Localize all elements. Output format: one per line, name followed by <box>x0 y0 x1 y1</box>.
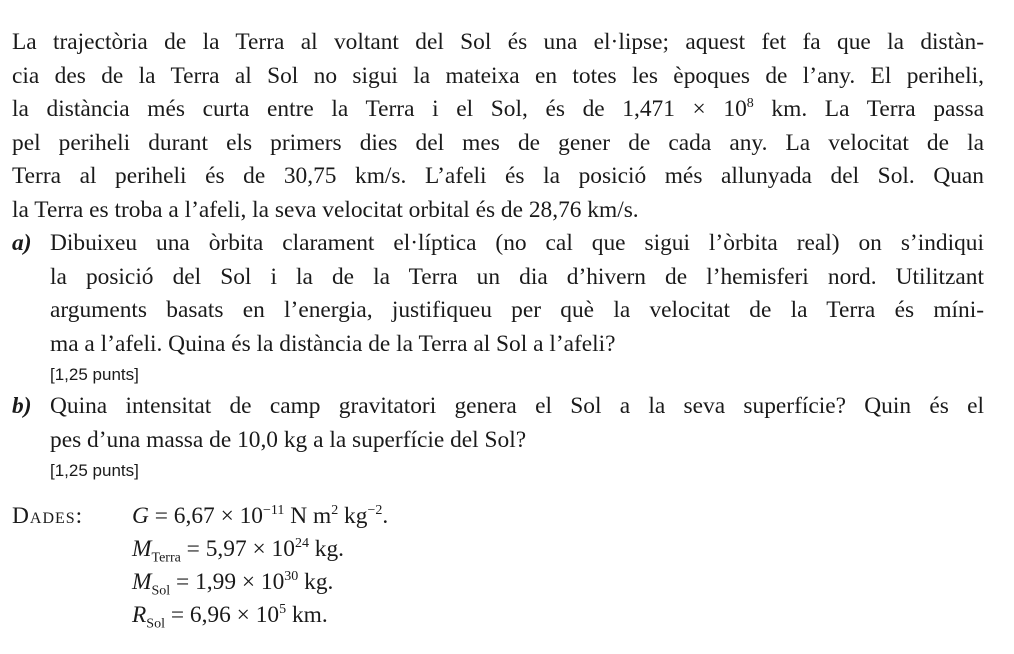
statement-text: km. La Terra passa <box>753 96 984 122</box>
subscript: Sol <box>146 616 165 632</box>
question-body <box>50 390 984 483</box>
statement-line <box>12 93 984 127</box>
question-letter: b) <box>12 393 32 419</box>
data-label: Dades: <box>12 503 84 529</box>
mass-earth <box>132 533 388 566</box>
question-line: arguments basats en l’energia, justifiqueu per què la velocitat de la Terra és míni- <box>50 297 984 323</box>
value: = 6,96 × 10 <box>164 602 280 628</box>
exponent: 2 <box>331 503 339 519</box>
question-line: Dibuixeu una òrbita clarament el·líptica (no cal que sigui l’òrbita real) on s’indiqui <box>50 230 984 256</box>
statement-line: pel periheli durant els primers dies del mes de gener de cada any. La velocitat de la <box>12 129 984 156</box>
unit: kg. <box>298 569 334 595</box>
constant-G <box>132 500 388 533</box>
exponent: 5 <box>279 602 287 618</box>
unit: N m <box>284 503 332 529</box>
exponent: −2 <box>367 503 383 519</box>
unit: km. <box>286 602 328 628</box>
statement-line: cia des de la Terra al Sol no sigui la mateixa en totes les èpoques de l’any. El periheli, <box>12 62 984 89</box>
question-line: pes d’una massa de 10,0 kg a la superfície del Sol? <box>50 426 527 453</box>
statement-text: la distància més curta entre la Terra i el Sol, és de 1,471 × 10 <box>12 96 747 122</box>
symbol: R <box>132 602 147 628</box>
value: = 5,97 × 10 <box>180 536 295 562</box>
subscript: Terra <box>151 550 181 566</box>
statement-line: Terra al periheli és de 30,75 km/s. L’afeli és la posició més allunyada del Sol. Quan <box>12 163 984 189</box>
symbol: M <box>132 569 152 595</box>
data-values <box>132 500 388 632</box>
question-body <box>50 227 984 387</box>
mass-sun <box>132 566 388 599</box>
value: = 1,99 × 10 <box>170 569 285 595</box>
exponent: −11 <box>263 503 285 519</box>
unit: kg. <box>308 536 345 562</box>
question-line: ma a l’afeli. Quina és la distància de la Terra al Sol a l’afeli? <box>50 330 616 357</box>
question-line: Quina intensitat de camp gravitatori genera el Sol a la seva superfície? Quin és el <box>50 393 984 419</box>
radius-sun <box>132 599 388 632</box>
statement-line: la Terra es troba a l’afeli, la seva velocitat orbital és de 28,76 km/s. <box>12 196 639 223</box>
exponent: 30 <box>284 569 299 585</box>
statement-line: La trajectòria de la Terra al voltant del Sol és una el·lipse; aquest fet fa que la distàn- <box>12 29 984 55</box>
exponent: 8 <box>746 96 754 112</box>
problem-statement <box>12 26 984 227</box>
subscript: Sol <box>151 583 171 599</box>
punctuation: . <box>382 503 389 529</box>
question-letter: a) <box>12 230 32 256</box>
points-label: [1,25 punts] <box>50 461 139 480</box>
symbol: M <box>132 536 152 562</box>
symbol: G <box>132 503 149 529</box>
question-line: la posició del Sol i la de la Terra un dia d’hivern de l’hemisferi nord. Utilitzant <box>50 263 984 290</box>
unit: kg <box>338 503 368 529</box>
points-label: [1,25 punts] <box>50 365 139 384</box>
exponent: 24 <box>294 536 309 552</box>
value: = 6,67 × 10 <box>148 503 264 529</box>
